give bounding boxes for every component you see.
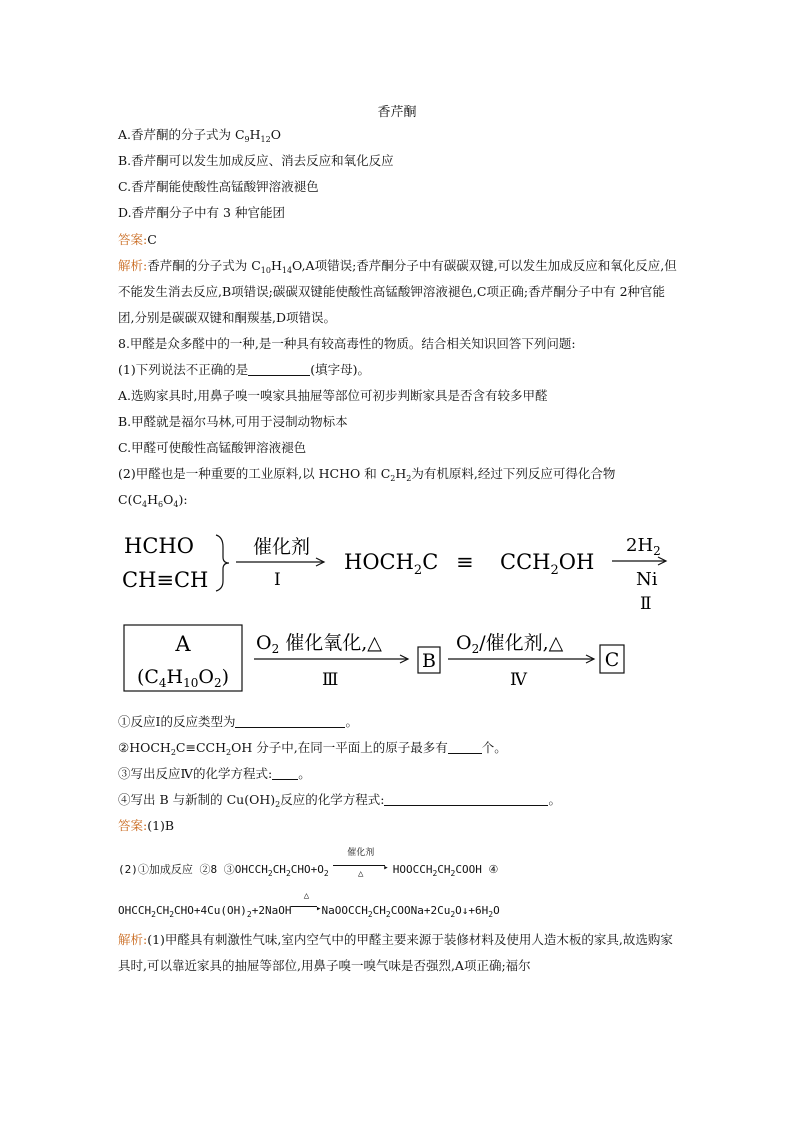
- section-title: 香芹酮: [377, 105, 417, 120]
- reactant-hcho: HCHO: [124, 534, 194, 558]
- brace: [216, 535, 229, 591]
- step-1-label: Ⅰ: [274, 570, 281, 590]
- answer-2-line-3: $OHCCH_2CH_2CHO+4Cu(OH)_2+2NaOH$ △ ▸ $NaOOCCH_2CH_2COONa+2Cu_2O↓+6H_2O$: [118, 891, 500, 919]
- question-8-option-b: B.甲醛就是福尔马林,可用于浸制动物标本: [118, 414, 348, 429]
- answer-arrow-catalyst: 催化剂 ▸ △: [333, 861, 389, 873]
- question-8-option-c: C.甲醛可使酸性高锰酸钾溶液褪色: [118, 440, 307, 455]
- analysis-2: 解析:(1)甲醛具有刺激性气味,室内空气中的甲醛主要来源于装修材料及使用人造木板的家具,故选购家具时,可以靠近家具的抽屉等部位,用鼻子嗅一嗅气味是否强烈,A项正确;福尔: [118, 932, 673, 973]
- step-3-conditions: $O_2$ 催化氧化,△: [256, 632, 382, 656]
- reactant-acetylene: CH≡CH: [122, 568, 209, 592]
- answer-arrow-heat: △ ▸: [291, 902, 321, 914]
- ni-catalyst: Ni: [636, 569, 658, 590]
- catalyst-label-1: 催化剂: [253, 536, 311, 558]
- sub-question-2: $②HOCH_2C\equiv CCH_2OH$ 分子中,在同一平面上的原子最多有 个。: [118, 740, 507, 757]
- answer-label: 答案:: [118, 232, 148, 247]
- step-4-label: Ⅳ: [510, 670, 527, 690]
- box-c-label: C: [604, 649, 620, 671]
- answer-label-2: 答案:: [118, 818, 148, 833]
- sub-question-1: ①反应Ⅰ的反应类型为 。: [118, 714, 358, 729]
- step-2-label: Ⅱ: [640, 594, 652, 614]
- question-8-part-2-target: $C(C_4H_6O_4)$:: [118, 492, 188, 509]
- step-3-label: Ⅲ: [322, 670, 339, 690]
- answer-1: 答案:C: [118, 232, 157, 247]
- triple-bond: ≡: [456, 550, 474, 574]
- question-8-stem: 8.甲醛是众多醛中的一种,是一种具有较高毒性的物质。结合相关知识回答下列问题:: [118, 336, 576, 351]
- box-a-label: A: [175, 632, 191, 656]
- step-4-conditions: $O_2/$催化剂,△: [456, 632, 564, 656]
- analysis-1: 解析:香芹酮的分子式为 $C_{10}H_{14}O,A$项错误;香芹酮分子中有碳碳双键,可以发生加成反应和氧化反应,但不能发生消去反应,B项错误;碳碳双键能使酸性高锰酸钾溶液褪色,C项正确;香芹酮分子中有 2种官能团,分别是碳碳双键和酮羰基,D项错误。: [118, 258, 677, 325]
- option-b: B.香芹酮可以发生加成反应、消去反应和氧化反应: [118, 153, 394, 168]
- h2-reagent: $2H_2$: [626, 535, 661, 558]
- answer-2: 答案:(1)B: [118, 818, 175, 833]
- question-8-part-1: (1)下列说法不正确的是 (填字母)。: [118, 362, 370, 377]
- reaction-scheme: [110, 525, 680, 700]
- analysis-label: 解析:: [118, 258, 148, 273]
- product-part-b: $CCH_2OH$: [500, 550, 595, 578]
- sub-question-4: ④写出 B 与新制的 $Cu(OH)_2$反应的化学方程式: 。: [118, 792, 561, 809]
- question-8-option-a: A.选购家具时,用鼻子嗅一嗅家具抽屉等部位可初步判断家具是否含有较多甲醛: [118, 388, 548, 403]
- product-part-a: $HOCH_2C$: [344, 550, 439, 578]
- sub-question-3: ③写出反应Ⅳ的化学方程式: 。: [118, 766, 311, 781]
- option-d: D.香芹酮分子中有 3 种官能团: [118, 205, 285, 220]
- answer-2-line-2: (2)①加成反应 ②8 $③OHCCH_2CH_2CHO+O_2$ 催化剂 ▸ △ $HOOCCH_2CH_2COOH$ ④: [118, 848, 499, 879]
- box-b-label: B: [422, 650, 436, 672]
- analysis-label-2: 解析:: [118, 932, 148, 947]
- option-a: A.香芹酮的分子式为 $C_9H_{12}O$: [118, 127, 281, 144]
- option-c: C.香芹酮能使酸性高锰酸钾溶液褪色: [118, 179, 319, 194]
- question-8-part-2: (2)甲醛也是一种重要的工业原料,以 HCHO 和 $C_2H_2$为有机原料,经过下列反应可得化合物: [118, 466, 616, 483]
- box-a-formula: $(C_4H_{10}O_2)$: [136, 666, 230, 690]
